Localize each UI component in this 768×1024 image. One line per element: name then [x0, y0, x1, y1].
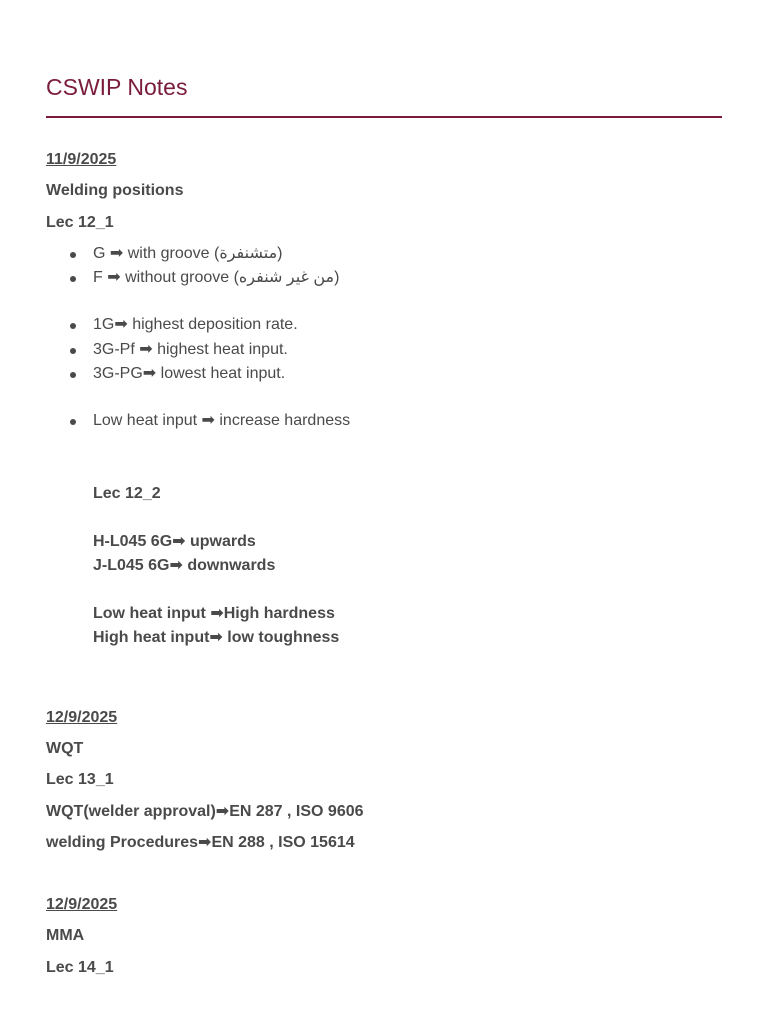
note-line: H-L045 6G➡ upwards: [93, 533, 256, 550]
section-topic: WQT: [46, 740, 84, 757]
bullet-icon: [70, 252, 76, 258]
bullet-icon: [70, 276, 76, 282]
list-item: 3G-PG➡ lowest heat input.: [93, 365, 286, 382]
list-item: 3G-Pf ➡ highest heat input.: [93, 341, 288, 358]
lecture-heading: Lec 13_1: [46, 771, 114, 788]
section-date: 12/9/2025: [46, 896, 118, 913]
bullet-icon: [70, 348, 76, 354]
note-line: High heat input➡ low toughness: [93, 629, 340, 646]
bullet-icon: [70, 419, 76, 425]
section-topic: Welding positions: [46, 182, 184, 199]
list-item: 1G➡ highest deposition rate.: [93, 316, 298, 333]
section-date: 12/9/2025: [46, 709, 118, 726]
list-item: F ➡ without groove (من غير شنفره): [93, 269, 340, 286]
page-title: CSWIP Notes: [46, 74, 188, 100]
note-line: J-L045 6G➡ downwards: [93, 557, 276, 574]
section-date: 11/9/2025: [46, 151, 117, 168]
section-topic: MMA: [46, 927, 85, 944]
bullet-icon: [70, 323, 76, 329]
note-line: welding Procedures➡EN 288 , ISO 15614: [46, 834, 355, 851]
list-item: G ➡ with groove (متشنفرة): [93, 245, 283, 262]
lecture-heading: Lec 14_1: [46, 959, 114, 976]
title-divider: [46, 116, 722, 118]
lecture-heading: Lec 12_1: [46, 214, 114, 231]
list-item: Low heat input ➡ increase hardness: [93, 412, 351, 429]
lecture-heading: Lec 12_2: [93, 485, 161, 502]
bullet-icon: [70, 372, 76, 378]
note-line: Low heat input ➡High hardness: [93, 605, 335, 622]
note-line: WQT(welder approval)➡EN 287 , ISO 9606: [46, 803, 364, 820]
